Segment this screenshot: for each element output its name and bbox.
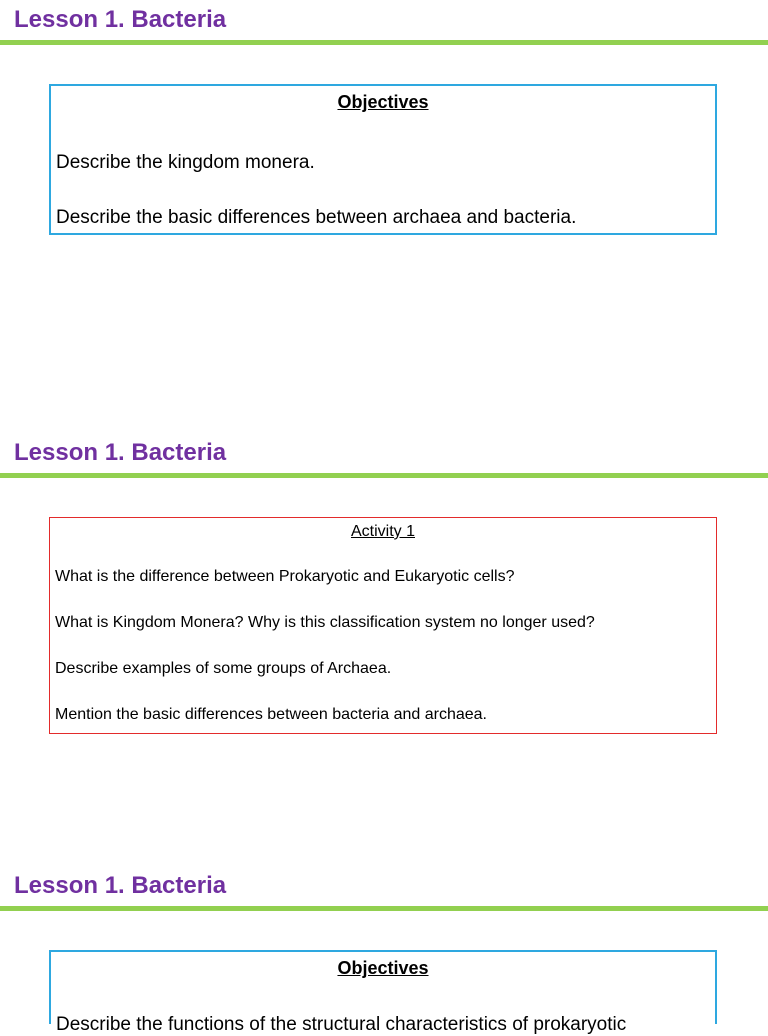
activity-question: Describe examples of some groups of Archaea. (55, 660, 392, 677)
objectives-heading: Objectives (337, 958, 429, 978)
title-divider (0, 906, 768, 911)
activity-question: Mention the basic differences between bacteria and archaea. (55, 706, 487, 723)
lesson-title: Lesson 1. Bacteria (14, 439, 227, 466)
activity-question: What is Kingdom Monera? Why is this classification system no longer used? (55, 614, 595, 631)
objective-item: Describe the kingdom monera. (56, 152, 315, 173)
activity-question: What is the difference between Prokaryotic and Eukaryotic cells? (55, 568, 515, 585)
activity-box (49, 517, 717, 734)
lesson-title: Lesson 1. Bacteria (14, 6, 227, 33)
objectives-box (49, 950, 717, 1035)
objective-item: Describe the functions of the structural characteristics of prokaryotic (56, 1014, 627, 1035)
lesson-title: Lesson 1. Bacteria (14, 872, 227, 899)
objectives-box (49, 84, 717, 235)
activity-heading: Activity 1 (350, 523, 415, 540)
objective-item: Describe the basic differences between archaea and bacteria. (56, 207, 577, 228)
title-divider (0, 40, 768, 45)
title-divider (0, 473, 768, 478)
objectives-heading: Objectives (337, 92, 429, 112)
